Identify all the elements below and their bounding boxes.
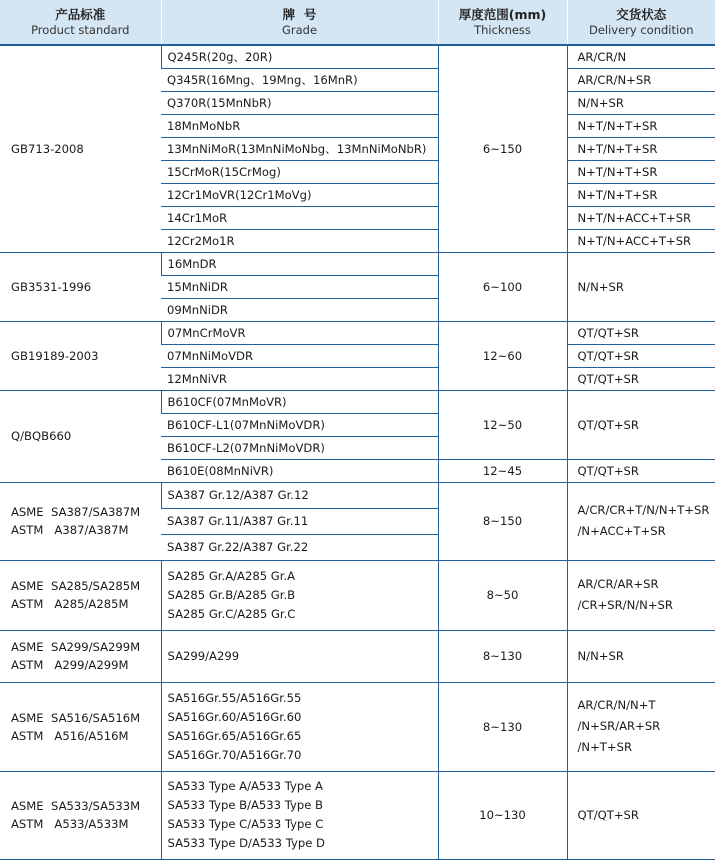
thickness-cell: 8~50 [438,560,567,630]
delivery-cell: N/N+SR [567,630,715,682]
delivery-cell: N/N+SR [567,91,715,114]
delivery-cell: A/CR/CR+T/N/N+T+SR /N+ACC+T+SR [567,482,715,560]
delivery-cell: AR/CR/N [567,45,715,68]
grade-cell: SA533 Type A/A533 Type A SA533 Type B/A533 Type B SA533 Type C/A533 Type C SA533 Type D/A533 Type D [161,771,438,859]
standard-cell: GB19189-2003 [0,321,161,390]
delivery-cell: N+T/N+ACC+T+SR [567,229,715,252]
delivery-cell: AR/CR/N/N+T /N+SR/AR+SR /N+T+SR [567,682,715,771]
table-row [0,682,715,771]
table-row [0,45,715,68]
grade-cell: B610CF-L2(07MnNiMoVDR) [161,436,438,459]
thickness-cell: 8~130 [438,682,567,771]
thickness-cell: 8~150 [438,482,567,560]
grade-cell: 12Cr1MoVR(12Cr1MoVg) [161,183,438,206]
standard-cell: ASME SA533/SA533M ASTM A533/A533M [0,771,161,859]
grade-cell: 15CrMoR(15CrMog) [161,160,438,183]
grade-cell: B610CF(07MnMoVR) [161,390,438,413]
thickness-cell: 6~150 [438,45,567,252]
standard-cell: ASME SA516/SA516M ASTM A516/A516M [0,682,161,771]
grade-cell: B610CF-L1(07MnNiMoVDR) [161,413,438,436]
delivery-cell: AR/CR/N+SR [567,68,715,91]
grade-cell: 07MnCrMoVR [161,321,438,344]
standard-cell: Q/BQB660 [0,390,161,482]
delivery-cell: QT/QT+SR [567,771,715,859]
grade-cell: 14Cr1MoR [161,206,438,229]
table-row [0,390,715,413]
delivery-cell: QT/QT+SR [567,367,715,390]
header-delivery: 交货状态 Delivery condition [567,0,715,45]
thickness-cell: 10~130 [438,771,567,859]
delivery-cell: QT/QT+SR [567,459,715,482]
header-thickness: 厚度范围(mm) Thickness [438,0,567,45]
grade-cell: Q245R(20g、20R) [161,45,438,68]
standard-cell: ASME SA285/SA285M ASTM A285/A285M [0,560,161,630]
table-header [0,0,715,45]
standard-cell: GB3531-1996 [0,252,161,321]
standard-cell: ASME SA387/SA387M ASTM A387/A387M [0,482,161,560]
header-standard: 产品标准 Product standard [0,0,161,45]
grade-cell: SA387 Gr.22/A387 Gr.22 [161,534,438,560]
delivery-cell: QT/QT+SR [567,390,715,459]
grade-cell: 07MnNiMoVDR [161,344,438,367]
delivery-cell: QT/QT+SR [567,344,715,367]
table-row [0,560,715,630]
delivery-cell: N+T/N+T+SR [567,137,715,160]
thickness-cell: 12~50 [438,390,567,459]
grade-cell: Q370R(15MnNbR) [161,91,438,114]
table-row [0,482,715,508]
delivery-cell: N+T/N+T+SR [567,114,715,137]
standard-cell: GB713-2008 [0,45,161,252]
delivery-cell: AR/CR/AR+SR /CR+SR/N/N+SR [567,560,715,630]
thickness-cell: 6~100 [438,252,567,321]
table-row [0,630,715,682]
table-row [0,321,715,344]
grade-cell: 18MnMoNbR [161,114,438,137]
header-grade: 牌 号 Grade [161,0,438,45]
table-row [0,771,715,859]
grade-cell: SA299/A299 [161,630,438,682]
grade-cell: 12Cr2Mo1R [161,229,438,252]
grade-cell: 15MnNiDR [161,275,438,298]
delivery-cell: N+T/N+ACC+T+SR [567,206,715,229]
grade-cell: SA285 Gr.A/A285 Gr.A SA285 Gr.B/A285 Gr.B SA285 Gr.C/A285 Gr.C [161,560,438,630]
grade-cell: 16MnDR [161,252,438,275]
grade-cell: SA387 Gr.11/A387 Gr.11 [161,508,438,534]
thickness-cell: 12~45 [438,459,567,482]
thickness-cell: 8~130 [438,630,567,682]
table-row [0,252,715,275]
standard-cell: ASME SA299/SA299M ASTM A299/A299M [0,630,161,682]
delivery-cell: N/N+SR [567,252,715,321]
delivery-cell: N+T/N+T+SR [567,160,715,183]
grade-cell: SA387 Gr.12/A387 Gr.12 [161,482,438,508]
grade-cell: 09MnNiDR [161,298,438,321]
grade-cell: SA516Gr.55/A516Gr.55 SA516Gr.60/A516Gr.60 SA516Gr.65/A516Gr.65 SA516Gr.70/A516Gr.70 [161,682,438,771]
delivery-cell: N+T/N+T+SR [567,183,715,206]
grade-cell: Q345R(16Mng、19Mng、16MnR) [161,68,438,91]
delivery-cell: QT/QT+SR [567,321,715,344]
thickness-cell: 12~60 [438,321,567,390]
grade-cell: B610E(08MnNiVR) [161,459,438,482]
grade-cell: 12MnNiVR [161,367,438,390]
grade-cell: 13MnNiMoR(13MnNiMoNbg、13MnNiMoNbR) [161,137,438,160]
